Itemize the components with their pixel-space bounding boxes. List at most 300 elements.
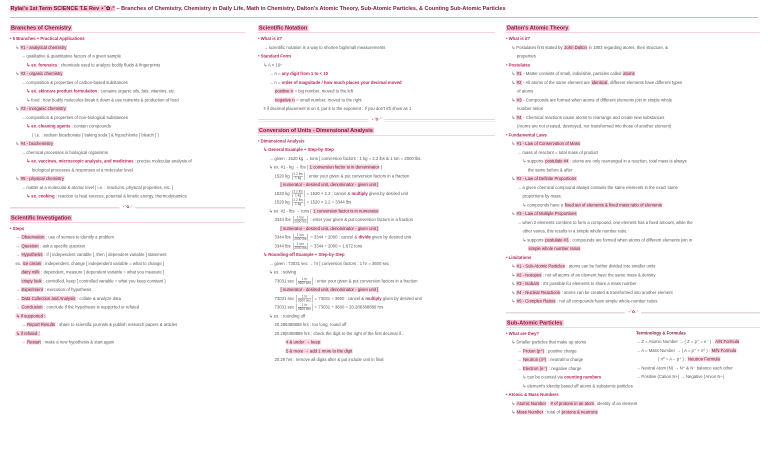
line-text: → when 2 elements combine to form a compound, one element has a fixed amount, while the xyxy=(517,219,693,225)
note-line xyxy=(258,172,495,181)
emphasized-text: • Postulates xyxy=(506,62,531,68)
line-text: → composition & properties of carbon-based substances xyxy=(21,79,128,85)
note-line xyxy=(10,175,245,184)
line-text: : xyxy=(546,400,551,406)
emphasized-text: counting numbers xyxy=(564,374,602,380)
line-text: - Matter consists of small, indivisible, particles called xyxy=(521,71,623,76)
line-text: : controlled, keep [ controlled variable = what you keep constant ] xyxy=(42,278,166,284)
highlighted-text: ice cream xyxy=(22,260,42,266)
note-line xyxy=(506,140,760,149)
note-line xyxy=(506,280,760,289)
note-line xyxy=(506,35,760,44)
section-body xyxy=(258,35,495,114)
line-text: ↳ ex. #2 - lbs → tons [ xyxy=(269,208,313,214)
highlighted-text: 1 conversion factor is in denominator xyxy=(309,164,380,170)
highlighted-text: #1 xyxy=(516,71,522,76)
line-text: ↳ Smaller particles that make up atoms xyxy=(511,339,587,345)
emphasized-text: ↳ ex. vaccines, microscopic analysis, and medicines xyxy=(26,158,134,164)
note-line xyxy=(10,140,245,149)
section-heading-text: Branches of Chemistry xyxy=(11,25,72,31)
fraction-denominator: 1 kg xyxy=(295,202,302,207)
note-line xyxy=(506,399,760,408)
line-text: → chemical processes in biological organisms xyxy=(21,149,108,155)
highlighted-text: atoms xyxy=(623,71,635,76)
line-text: 3344 lbs xyxy=(274,243,292,249)
note-line xyxy=(506,288,760,297)
highlighted-text: #5 - Complex Ratios xyxy=(516,298,556,304)
fraction xyxy=(292,190,305,198)
note-line xyxy=(10,286,245,295)
note-line xyxy=(506,70,760,79)
note-line xyxy=(258,329,495,338)
note-line xyxy=(10,166,245,175)
line-text: → composition & properties of non-biological substances xyxy=(21,114,129,120)
highlighted-text: #1 - Sub-Atomic Particles xyxy=(516,263,565,269)
note-line xyxy=(10,192,245,201)
line-text: : precise molecular analysis of xyxy=(133,158,192,164)
line-text: → A = xyxy=(269,71,282,76)
note-line xyxy=(636,355,760,364)
fraction xyxy=(296,304,312,312)
note-line xyxy=(10,148,245,157)
note-line xyxy=(258,347,495,356)
fraction-numerator: 2.2 lbs xyxy=(293,172,303,176)
note-line xyxy=(258,356,495,365)
emphasized-text: divide xyxy=(358,234,371,240)
line-text: : neutral/no charge xyxy=(546,357,584,362)
note-line xyxy=(10,294,245,303)
note-line xyxy=(506,87,760,96)
divider-ornament: ⋆˚✿˖° xyxy=(625,309,641,315)
highlighted-text: #2 - Isotopes xyxy=(516,272,542,278)
line-text: → scientific notation is a way to shorten big/small measurements xyxy=(263,44,386,50)
line-text: : atoms can be created & transformed into another element xyxy=(560,289,673,295)
note-line xyxy=(258,303,495,312)
emphasized-text: multiply xyxy=(365,295,382,301)
note-line xyxy=(258,154,495,163)
line-text: ↳ xyxy=(511,289,517,295)
emphasized-text: ↳ ex. cleaning agents xyxy=(26,123,71,129)
line-text: ↳ xyxy=(511,97,517,103)
line-text: proportions by mass. xyxy=(522,193,562,199)
emphasized-text: • Steps xyxy=(10,225,25,231)
note-line xyxy=(506,148,760,157)
line-text: → xyxy=(15,304,21,310)
highlighted-text: #4 - biochemistry xyxy=(20,141,54,146)
fraction xyxy=(293,216,308,224)
line-text: ↳ xyxy=(15,106,21,111)
line-text: ( n⁰ = A − p⁺ ) : xyxy=(658,356,688,362)
highlighted-text: Electron (e⁻) xyxy=(522,365,548,371)
section-heading xyxy=(506,24,760,33)
line-text: : negative charge xyxy=(547,365,582,371)
note-line xyxy=(10,113,245,122)
highlighted-text: Rylai's 1st Term SCIENCE T.E Rev ⋆˚✿˖° xyxy=(10,5,115,12)
line-text: other varies, this results in a simple whole number ratio. xyxy=(522,228,628,234)
line-text: → qualitative & quantitative factors of a given sample xyxy=(21,53,121,59)
note-line xyxy=(506,166,760,175)
fraction xyxy=(293,234,308,242)
line-text: properties xyxy=(517,53,536,59)
highlighted-text: #5 - physical chemistry xyxy=(20,176,64,181)
fraction xyxy=(296,295,312,303)
note-line xyxy=(506,201,760,210)
section-conversion-of-units-dimensional-analysis xyxy=(258,126,495,364)
emphasized-text: • Limitations xyxy=(506,254,532,260)
note-line xyxy=(506,382,760,391)
note-line xyxy=(258,224,495,233)
line-text: → xyxy=(517,365,523,371)
note-line xyxy=(10,61,245,70)
line-text: : positive charge xyxy=(544,348,577,354)
highlighted-text: Observation xyxy=(21,234,45,240)
highlighted-text: Proton (p⁺) xyxy=(522,348,545,354)
line-text: ↳ xyxy=(15,71,21,76)
line-text: ↳ xyxy=(511,263,517,269)
highlighted-text: simple whole number ratios xyxy=(528,246,581,251)
highlighted-text: [ numerator - desired unit, denominator - given unit ] xyxy=(280,287,379,292)
section-body xyxy=(10,224,245,347)
fraction-denominator: 1 kg xyxy=(295,193,302,198)
line-text: → A = Mass Number → ( A = p⁺ + n⁰ ) : xyxy=(636,347,712,353)
note-line xyxy=(258,181,495,190)
line-text: given by desired unit xyxy=(370,234,411,240)
line-text: : it's possible for elements to share a mass number xyxy=(539,281,637,286)
line-text: given by desired unit xyxy=(367,190,408,196)
line-text: → xyxy=(15,287,21,292)
line-text: ↳ xyxy=(15,44,21,50)
line-text: → given : 73031 sec → hr [ conversion factors : 1 hr = 3600 sec xyxy=(269,260,390,266)
note-line xyxy=(506,43,760,52)
fraction-numerator: 1 ton xyxy=(294,242,306,246)
fraction xyxy=(292,172,305,180)
line-text: ↳ ex. : solving xyxy=(269,269,297,275)
fraction-numerator: 1 hr xyxy=(298,277,311,281)
line-text: ‼ if decimal placement is on it, put it to the exponent : if you don't it'll show as 1 xyxy=(263,106,412,111)
highlighted-text: #4 xyxy=(516,114,522,120)
line-text: 3344 lbs xyxy=(274,234,292,240)
note-line xyxy=(10,277,245,286)
line-text: → xyxy=(15,243,21,249)
section-divider xyxy=(10,201,245,214)
note-line xyxy=(506,391,760,400)
note-line xyxy=(506,175,760,184)
line-text: : share to scientific journals & publish research papers & articles xyxy=(55,322,178,327)
emphasized-text: ↳ General Example + Step-by-Step xyxy=(263,147,334,152)
emphasized-text: ↳ ex. forensics xyxy=(26,62,58,68)
divider-ornament: ⋆˚✿˖° xyxy=(368,116,384,122)
section-heading-text: Scientific Investigation xyxy=(11,214,71,221)
line-text: ↳ xyxy=(511,272,517,278)
line-text: → xyxy=(15,234,21,240)
highlighted-text: [ numerator - desired unit, denominator - given unit ] xyxy=(280,182,379,187)
highlighted-text: crispy look xyxy=(21,278,42,284)
note-line xyxy=(10,224,245,233)
line-text: ↳ xyxy=(511,79,517,85)
section-divider xyxy=(506,306,760,319)
highlighted-text: Conclusion xyxy=(21,304,43,310)
highlighted-text: #1 - Law of Conservation of Mass xyxy=(516,141,581,146)
note-line xyxy=(10,303,245,312)
note-line xyxy=(506,245,760,254)
line-text: 73031 sec xyxy=(274,304,296,310)
line-text: = 3344 ÷ 2000 = 1.672 tons xyxy=(309,243,363,249)
line-text: → xyxy=(517,357,523,362)
line-text: : enter your given & put conversion factors in a fraction xyxy=(305,173,410,179)
line-text: : conclude if the hypothesis is supported or refuted xyxy=(42,304,140,310)
note-line xyxy=(506,253,760,262)
emphasized-text: • What are they? xyxy=(506,330,540,336)
line-text: ↳ xyxy=(511,281,517,286)
highlighted-text: Restart xyxy=(26,339,41,345)
note-line xyxy=(636,338,760,347)
emphasized-text: • 5 Branches + Practical Applications xyxy=(10,36,85,41)
line-text: : ask a specific question xyxy=(38,243,86,249)
fraction-denominator: 3600 sec xyxy=(297,307,311,312)
line-text: , different elements have different types xyxy=(607,79,683,85)
note-line xyxy=(10,70,245,79)
note-line xyxy=(258,61,495,70)
note-line xyxy=(258,35,495,44)
highlighted-text: identical xyxy=(591,79,608,85)
line-text: : collate & analyze data xyxy=(75,295,121,301)
note-line xyxy=(10,233,245,242)
highlighted-text: #3 - Law of Multiple Proportions xyxy=(516,211,577,216)
note-line xyxy=(636,364,760,373)
line-text: ↳ element's identity based off atoms & subatomic particles xyxy=(522,383,633,389)
highlighted-text: # of protons in an atom xyxy=(550,400,595,406)
note-line xyxy=(10,96,245,105)
line-text: ↳ supports xyxy=(522,158,545,164)
line-text: , identity of an element xyxy=(594,400,638,406)
highlighted-text: #2 - Law of Definite Proportions xyxy=(516,176,577,181)
line-text: ↳ xyxy=(15,141,21,146)
highlighted-text: Experiment xyxy=(21,287,43,292)
line-text: : contains organic oils, fats, vitamins, etc. xyxy=(97,88,176,94)
line-text: → xyxy=(517,348,523,354)
line-text: : enter your given & put conversion factors in a fraction xyxy=(309,217,413,222)
note-line xyxy=(10,183,245,192)
highlighted-text: John Dalton xyxy=(564,44,587,50)
section-heading-text: Conversion of Units - Dimensional Analysis xyxy=(259,127,373,134)
highlighted-text: #2 - organic chemistry xyxy=(20,71,63,76)
line-text: ↳ Postulates first stated by xyxy=(511,44,564,50)
note-line xyxy=(10,122,245,131)
line-text: : make a new hypothesis & start again xyxy=(41,339,115,345)
note-line xyxy=(10,131,245,140)
note-line xyxy=(258,251,495,260)
line-text: 20.29 hrs : remove all digits after & put include unit in final xyxy=(274,357,384,362)
fraction-numerator: 2.2 lbs xyxy=(293,189,303,194)
line-text: in 1803 regarding atoms, their structure, & xyxy=(587,44,668,50)
note-line xyxy=(10,87,245,96)
note-line xyxy=(258,338,495,347)
note-line xyxy=(258,286,495,295)
note-line xyxy=(258,321,495,330)
note-line xyxy=(258,259,495,268)
line-text: : dependent, measure [ dependent variable = what you measure ] xyxy=(39,269,165,275)
highlighted-text: postulate #4 xyxy=(545,158,569,164)
fraction xyxy=(296,277,312,285)
highlighted-text: ↳ if supported : xyxy=(16,313,46,319)
note-line xyxy=(258,189,495,198)
note-line xyxy=(258,198,495,207)
line-text: ↳ xyxy=(511,141,517,146)
note-line xyxy=(258,78,495,87)
note-line xyxy=(506,297,760,306)
line-text: : if [ independent variable ], then [ dependent variable ] statement xyxy=(42,252,167,257)
section-heading xyxy=(10,24,245,33)
line-text: = 3344 ÷ 2000 : cancel & xyxy=(309,234,359,240)
line-text: ↳ xyxy=(511,71,517,76)
column-middle xyxy=(258,24,495,364)
emphasized-text: order of magnitude / how much places your decimal moved xyxy=(281,79,402,85)
note-line xyxy=(10,242,245,251)
line-text: ↳ ex. : rounding off xyxy=(269,313,306,319)
line-text: : execution of hypothesis xyxy=(43,287,92,292)
highlighted-text: protons & neutrons xyxy=(561,409,598,415)
highlighted-text: #3 xyxy=(516,97,522,103)
line-text: 1520 kg xyxy=(274,190,291,196)
line-text: = big number, moved to the left xyxy=(293,88,354,94)
emphasized-text: • Fundamental Laws xyxy=(506,132,547,138)
highlighted-text: Neutron Formula xyxy=(687,356,720,362)
line-text: : chemicals used to analyze bodily fluids & fingerprints xyxy=(57,62,161,68)
note-line xyxy=(506,61,760,70)
note-line xyxy=(10,35,245,44)
line-text: ↳ supports xyxy=(522,237,545,243)
line-text: 20.286388889 hrs : too long, round off xyxy=(274,322,347,327)
note-line xyxy=(258,216,495,225)
line-text: 1520 kg xyxy=(274,199,291,205)
fraction-numerator: 2.2 lbs xyxy=(293,198,303,203)
terminology-heading: Terminology & Formulas xyxy=(636,330,686,336)
line-text: = small number, moved to the right xyxy=(295,97,362,103)
fraction-denominator: 1 kg xyxy=(295,176,302,180)
fraction-numerator: 1 ton xyxy=(294,216,306,220)
line-text: ] xyxy=(379,164,382,170)
section-divider xyxy=(258,113,495,126)
fraction-denominator: 3600 sec xyxy=(297,298,311,303)
highlighted-text: Report Results xyxy=(26,322,56,327)
line-text: 1520 kg xyxy=(274,173,291,179)
note-line xyxy=(506,96,760,105)
line-text: 73031 sec xyxy=(274,295,296,301)
line-text: given by desired unit xyxy=(381,295,422,301)
highlighted-text: dairy milk xyxy=(21,269,40,275)
line-text: the same before & after xyxy=(528,167,573,173)
emphasized-text: • Atomic & Mass Numbers xyxy=(506,392,559,397)
line-text: ↳ xyxy=(511,114,517,120)
note-line xyxy=(258,52,495,61)
note-line xyxy=(506,236,760,245)
highlighted-text: Data Collection and Analysis xyxy=(21,295,76,301)
note-line xyxy=(506,192,760,201)
highlighted-text: #2 xyxy=(516,79,522,85)
line-text: = 73031 ÷ 3600 : cancel & xyxy=(313,295,366,301)
emphasized-text: any digit from 1 to < 10 xyxy=(281,71,329,76)
highlighted-text: [ numerator - desired unit, denominator - given unit ] xyxy=(280,225,379,231)
note-line xyxy=(258,233,495,242)
line-text: ↳ A × 10ⁿ xyxy=(263,62,282,68)
highlighted-text: #4 - Nuclear Reactions xyxy=(516,289,560,295)
line-text: ex. xyxy=(15,260,23,266)
note-line xyxy=(506,157,760,166)
line-text: → Z = Atomic Number → ( Z = p⁺ = e⁻ ) : xyxy=(636,339,715,344)
line-text: : reaction to heat sources, potential & kinetic energy, thermodynamics xyxy=(54,193,187,199)
note-line xyxy=(258,242,495,251)
line-text: → xyxy=(15,295,21,301)
highlighted-text: postulate #3 xyxy=(545,237,569,243)
line-text: biological processes & responses at a molecular level xyxy=(32,167,133,173)
line-text: : independent, change [ independent variable = what to change ] xyxy=(41,260,165,266)
note-line xyxy=(10,251,245,260)
note-line xyxy=(506,122,760,131)
line-text: ↳ xyxy=(511,409,517,415)
fraction-denominator: 3600 sec xyxy=(297,281,311,285)
line-text: → xyxy=(21,322,27,327)
note-line xyxy=(258,146,495,155)
highlighted-text: ↳ if refuted : xyxy=(16,330,40,336)
note-line xyxy=(258,294,495,303)
line-text: 20.28|6388889 hrs : check the digit to the right of the first decimal if... xyxy=(274,330,405,336)
note-line xyxy=(506,262,760,271)
line-text: : enter your given & put conversion factors in a fraction xyxy=(313,278,418,284)
highlighted-text: #3 - Isobars xyxy=(516,281,540,286)
line-text: 3344 lbs xyxy=(274,217,292,222)
section-heading xyxy=(506,319,760,328)
note-line xyxy=(506,105,760,114)
emphasized-text: ↳ ex. skincare product formulation xyxy=(26,88,98,94)
note-line xyxy=(258,105,495,114)
line-text: → n = xyxy=(269,79,282,85)
line-text: : not all atoms of an element have the same mass & density xyxy=(541,272,656,278)
line-text: → mass of reactant = total mass of product xyxy=(517,149,599,155)
highlighted-text: M/N Formula xyxy=(711,347,737,353)
note-line xyxy=(506,210,760,219)
line-text: → matter at a molecular & atomic level [ i.e. : reactions, physical properties, etc. ] xyxy=(21,184,174,190)
line-text: → xyxy=(21,339,27,345)
note-line xyxy=(258,96,495,105)
fraction-denominator: 2000 lbs xyxy=(294,246,307,250)
column-right xyxy=(506,24,760,417)
emphasized-text: • Dimensional Analysis xyxy=(258,138,305,144)
line-text: ↳ xyxy=(15,176,21,181)
note-line xyxy=(506,52,760,61)
highlighted-text: 4 & under → keep xyxy=(286,339,321,345)
fraction-denominator: 2000 lbs xyxy=(294,220,307,224)
note-line xyxy=(636,373,760,382)
section-heading-text: Scientific Notation xyxy=(259,25,308,31)
line-text: ↳ xyxy=(511,400,517,406)
section-body xyxy=(258,137,495,365)
line-text: : atoms can be further divided into smaller units xyxy=(565,263,656,269)
line-text: - All atoms of the same element are xyxy=(521,79,592,85)
highlighted-text: 1 conversion factor is in numerator xyxy=(313,208,379,214)
note-line xyxy=(506,113,760,122)
note-line xyxy=(10,78,245,87)
line-text: ↳ compounds have a xyxy=(522,202,565,208)
fraction xyxy=(293,242,308,250)
line-text: 73031 sec xyxy=(274,278,296,284)
emphasized-text: multiply xyxy=(351,190,368,196)
fraction-numerator: 1 hr xyxy=(298,304,311,308)
note-line xyxy=(506,218,760,227)
note-line xyxy=(506,408,760,417)
note-line xyxy=(258,137,495,146)
line-text: : contain compounds xyxy=(70,123,111,129)
note-line xyxy=(10,338,245,347)
